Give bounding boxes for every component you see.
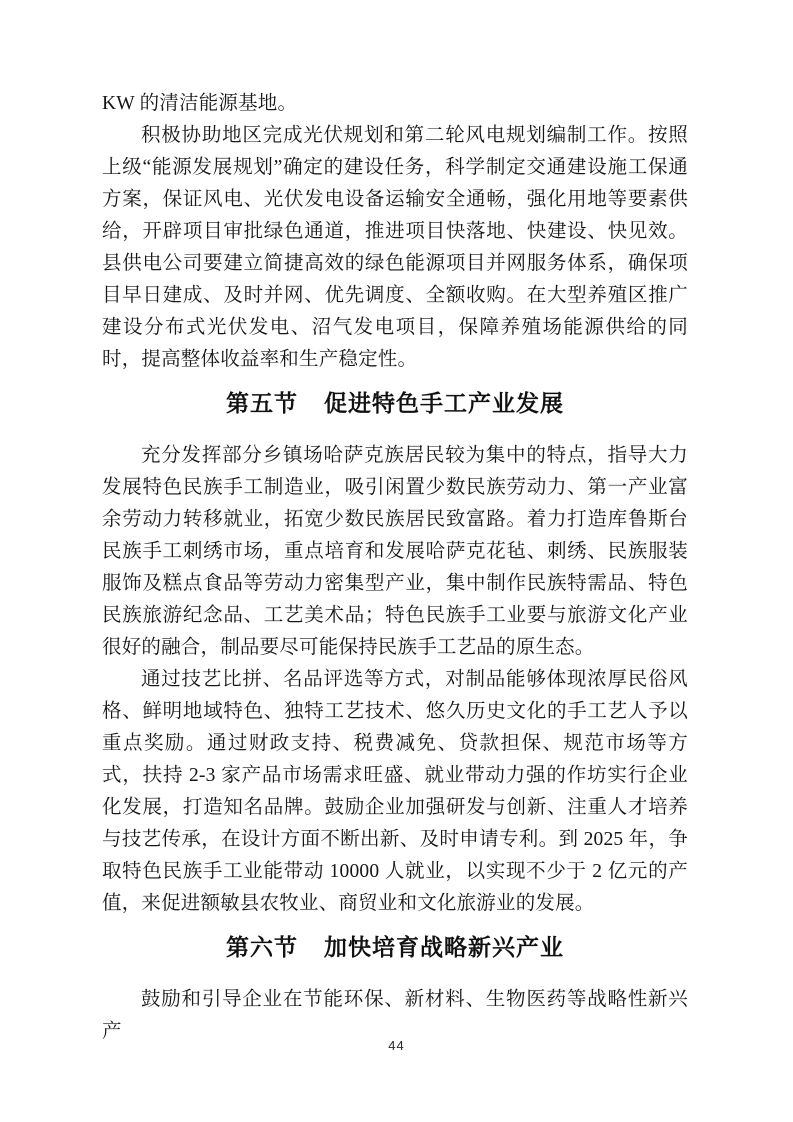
section-5-title: 促进特色手工产业发展 xyxy=(324,390,564,416)
page-number: 44 xyxy=(388,1038,405,1053)
paragraph-handicraft-support: 通过技艺比拼、名品评选等方式，对制品能够体现浓厚民俗风格、鲜明地域特色、独特工艺技术、悠久历史文化的手工艺人予以重点奖励。通过财政支持、税费减免、贷款担保、规范市场等方式，扶持 2-3 家产品市场需求旺盛、就业带动力强的作坊实行企业化发展，打造知名品牌。鼓励企业加强研发与创新、注重人才培养与技艺传承，在设计方面不断出新、及时申请专利。到 2025 年，争取特色民族手工业能带动 10000 人就业，以实现不少于 2 亿元的产值，来促进额敏县农牧业、商贸业和文化旅游业的发展。 xyxy=(102,669,688,914)
paragraph-energy-projects: 积极协助地区完成光伏规划和第二轮风电规划编制工作。按照上级“能源发展规划”确定的建设任务，科学制定交通建设施工保通方案，保证风电、光伏发电设备运输安全通畅，强化用地等要素供给，开辟项目审批绿色通道，推进项目快落地、快建设、快见效。县供电公司要建立简捷高效的绿色能源项目并网服务体系，确保项目早日建成、及时并网、优先调度、全额收购。在大型养殖区推广建设分布式光伏发电、沼气发电项目，保障养殖场能源供给的同时，提高整体收益率和生产稳定性。 xyxy=(102,125,688,370)
paragraph-handicraft-development: 充分发挥部分乡镇场哈萨克族居民较为集中的特点，指导大力发展特色民族手工制造业，吸引闲置少数民族劳动力、第一产业富余劳动力转移就业，拓宽少数民族居民致富路。着力打造库鲁斯台民族手工刺绣市场，重点培育和发展哈萨克花毡、刺绣、民族服装服饰及糕点食品等劳动力密集型产业，集中制作民族特需品、特色民族旅游纪念品、工艺美术品；特色民族手工业要与旅游文化产业很好的融合，制品要尽可能保持民族手工艺品的原生态。 xyxy=(102,445,688,658)
section-6-heading xyxy=(102,932,688,962)
paragraph-continuation: KW 的清洁能源基地。 xyxy=(102,93,298,114)
paragraph-strategic-industries: 鼓励和引导企业在节能环保、新材料、生物医药等战略性新兴产 xyxy=(102,989,688,1042)
page-content xyxy=(102,88,688,1048)
section-6-label: 第六节 xyxy=(226,934,298,960)
section-6-title: 加快培育战略新兴产业 xyxy=(324,934,564,960)
section-5-heading xyxy=(102,388,688,418)
section-5-label: 第五节 xyxy=(226,390,298,416)
